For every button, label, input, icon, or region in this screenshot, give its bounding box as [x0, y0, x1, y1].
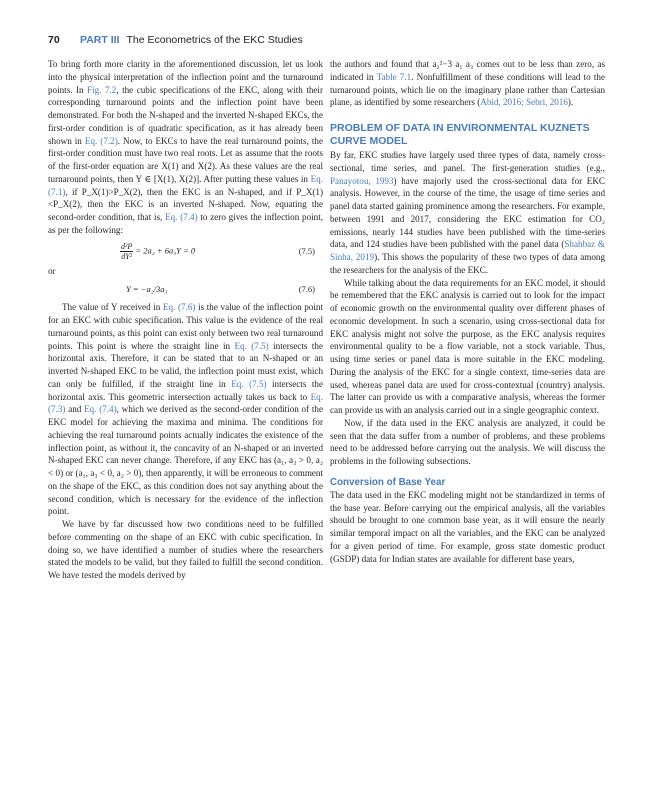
right-paragraph-2 — [330, 149, 605, 277]
table-link[interactable]: Table 7.1 — [376, 71, 412, 82]
text-run: is the value of the inflection point for an EKC with cubic specification. This value is the evidence of the real turnaround points, as this point can exist only between two real turnaround points. This point is where the straight line in — [48, 302, 323, 351]
equation-body: Y = −a₂/3a₃ — [126, 284, 168, 295]
subsection-heading: Conversion of Base Year — [330, 476, 446, 488]
text-run: the authors and found that a₂²−3 a₁ a₃ comes out to be less than zero, as indicated in — [330, 59, 605, 82]
equation-link[interactable]: Eq. (7.2) — [84, 135, 118, 146]
equation-link[interactable]: Eq. (7.5) — [234, 340, 269, 351]
equation-7-5 — [48, 237, 323, 263]
left-paragraph-2 — [48, 301, 323, 518]
left-paragraph-3: We have by far discussed how two conditions need to be fulfilled before commenting on the shape of an EKC with cubic specification. In doing so, we have identified a number of studies where the researchers stated the models to be valid, but they failed to fulfill the second condition. We have tested the models derived by — [48, 519, 323, 580]
left-paragraph-1 — [48, 58, 323, 237]
text-run: ) have majorly used the cross-sectional data for EKC analysis. However, in the course of the time, the usage of time series and panel data started gaining prominence among the researchers. For example, between 1991 and 2017, considering the EKC estimation for CO₂ emissions, nearly 144 studies have been published with the time-series data, and 124 studies have been published with the panel data ( — [330, 175, 605, 250]
right-paragraph-1 — [330, 58, 605, 109]
text-run: intersects the horizontal axis. This geometric intersection actually takes us back to — [48, 378, 323, 402]
equation-link[interactable]: Eq. (7.5) — [231, 378, 267, 389]
equation-number: (7.6) — [298, 284, 315, 295]
citation-link[interactable]: Shahbaz & Sinha, 2019 — [330, 239, 605, 262]
equation-link[interactable]: Eq. (7.6) — [163, 302, 196, 313]
text-run: intersects the horizontal axis. Therefore, it can be stated that to an N-shaped or an inverted N-shaped EKC to be valid, the inflection point must exist, which can only be fulfilled, if the straight line in — [48, 340, 323, 389]
right-paragraph-3: While talking about the data requirements for an EKC model, it should be remembered that the EKC analysis is carried out to look for the impact of economic growth on the environmental quality over different phases of economic development. In such a scenario, using cross-sectional data for EKC analysis might not solve the purpose, as the EKC analysis requires environmental quality to be a flow variable, not a stock variable. Thus, using time series or panel data is more suitable in the EKC modeling. During the analysis of the EKC for a single context, time-series data are used, whereas panel data are used for cross-contextual (country) analysis. The latter can provide us with a comparative analysis, whereas the former can provide us with an analysis carried out in a single geographic context. — [330, 277, 605, 415]
equation-link[interactable]: Eq. (7.3) — [48, 391, 323, 415]
figure-link[interactable]: Fig. 7.2 — [87, 84, 117, 95]
right-paragraph-4: Now, if the data used in the EKC analysis are analyzed, it could be seen that the data suffer from a number of problems, and these problems need to be addressed before carrying out the analysis. We will discuss the problems in the following subsections. — [330, 417, 605, 466]
or-text: or — [48, 265, 56, 276]
text-run: . Now, to EKCs to have the real turnaround points, the first-order condition must have two real roots. Let as assume that the roots of the first-order equation are X(1) and X(2). As these values are the real turnaround points, then Y ∈ [X(1), X(2)]. After putting these values in — [48, 135, 323, 184]
equation-7-6 — [48, 279, 323, 301]
equation-link[interactable]: Eq. (7.4) — [165, 212, 198, 222]
equation-link[interactable]: Eq. (7.4) — [84, 404, 117, 415]
section-heading: PROBLEM OF DATA IN ENVIRONMENTAL KUZNETS CURVE MODEL — [330, 122, 590, 147]
text-run: to zero gives the inflection point, as per the following: — [48, 212, 323, 235]
fraction-denominator: dY² — [121, 251, 133, 261]
equation-link[interactable]: Eq. (7.1) — [48, 173, 323, 197]
equation-body — [120, 242, 195, 261]
fraction-numerator: d²P — [121, 241, 133, 251]
text-run: , the cubic specifications of the EKC, along with their corresponding turnaround points and the inflection point have been demonstrated. For both the N-shaped and the inverted N-shaped EKCs, the first-order condition is of quadratic specification, as it has already been shown in — [48, 84, 323, 146]
running-title: The Econometrics of the EKC Studies — [126, 34, 303, 46]
text-run: and — [65, 404, 85, 415]
page-number: 70 — [48, 34, 60, 46]
right-column — [330, 58, 605, 565]
text-run: , if P_X(1)>P_X(2), then the EKC is an N-shaped, and if P_X(1)<P_X(2), then the EKC is an inverted N-shaped. Now, equating the second-order condition, that is, — [48, 186, 323, 222]
text-run: To bring forth more clarity in the aforementioned discussion, let us look into the physical interpretation of the inflection point and the turnaround points. In — [48, 59, 323, 95]
derivative-fraction — [120, 242, 133, 261]
part-label: PART III — [80, 34, 120, 46]
text-run: ). — [567, 97, 574, 108]
text-run: , which we derived as the second-order condition of the EKC model for achieving the maxima and minima. The conditions for achieving the real turnaround points actually indicates the existence of the inflection point, as without it, the concavity of an N-shaped or an inverted N-shaped EKC can never change. Therefore, if any EKC has (a₁, a₃ > 0, a₂ < 0) or (a₁, a₃ < 0, a₂ > 0), then apparently, it will be erroneous to comment on the shape of the EKC, as this condition does not say anything about the second condition, which is necessary for the evidence of the inflection point. — [48, 404, 323, 517]
citation-link[interactable]: Panayotou, 1993 — [330, 175, 394, 186]
running-header — [48, 33, 608, 47]
left-column — [48, 58, 323, 582]
text-run: ). This shows the popularity of these two types of data among the researchers for the analysis of the EKC. — [330, 252, 606, 275]
equation-number: (7.5) — [298, 245, 315, 256]
right-paragraph-5: The data used in the EKC modeling might not be standardized in terms of the base year. Before carrying out the empirical analysis, all the variables should be brought to one common base year, as it will ensure the nearly similar temporal impact on all the variables, and the EKC can be analyzed for a given period of time. For example, gross state domestic product (GSDP) data for Indian states are available for different base years, — [330, 489, 605, 564]
text-run: By far, EKC studies have largely used three types of data, namely cross-sectional, time series, and panel. The first-generation studies (e.g., — [330, 150, 605, 173]
citation-link[interactable]: Abid, 2016; Sebri, 2016 — [480, 97, 568, 108]
text-run: . Nonfulfillment of these conditions will lead to the turnaround points, which lie on the imaginary plane rather than Cartesian plane, as identified by some researchers ( — [330, 71, 605, 108]
text-run: The value of Y received in — [62, 302, 163, 313]
equation-rhs: = 2a₂ + 6a₃Y = 0 — [135, 244, 196, 255]
